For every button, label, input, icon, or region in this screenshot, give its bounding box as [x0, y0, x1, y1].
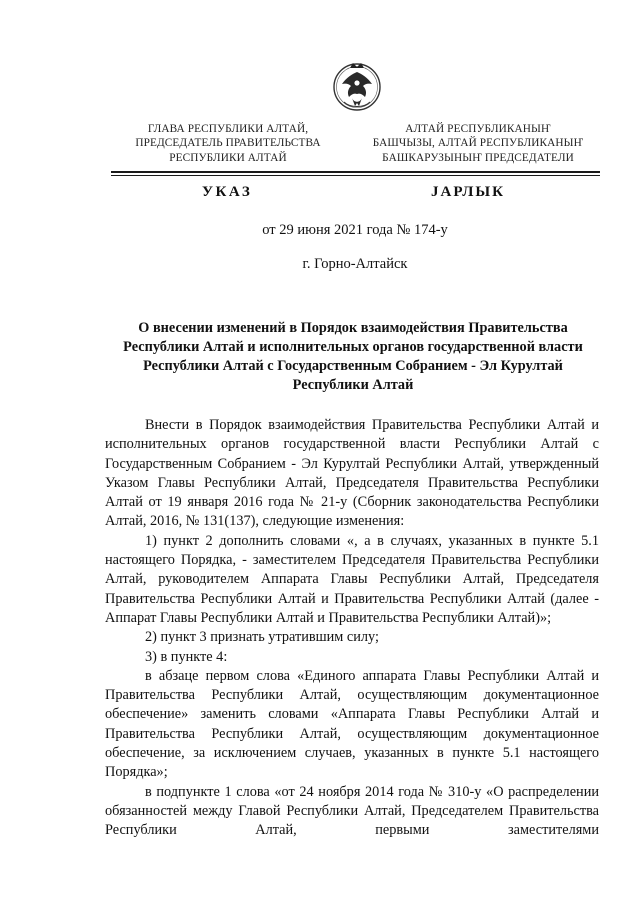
- doc-type-ukaz: УКАЗ: [202, 184, 253, 200]
- body-paragraph: в подпункте 1 слова «от 24 ноября 2014 года № 310-у «О распределении обязанностей между Главой Республики Алтай, Председателем Правительства Республики Алтай, первыми заместителями: [105, 783, 599, 839]
- header-left-line: РЕСПУБЛИКИ АЛТАЙ: [169, 151, 287, 164]
- document-body: [105, 416, 599, 841]
- header-left-line: ГЛАВА РЕСПУБЛИКИ АЛТАЙ,: [147, 123, 309, 135]
- header-right-line: АЛТАЙ РЕСПУБЛИКАНЫҤ: [405, 123, 551, 135]
- header-divider-thin: [111, 175, 600, 176]
- coat-of-arms-icon: [332, 56, 382, 118]
- header-right-line: БАШЧЫЗЫ, АЛТАЙ РЕСПУБЛИКАНЫҤ: [372, 137, 584, 150]
- body-paragraph: 3) в пункте 4:: [145, 648, 228, 665]
- document-title: О внесении изменений в Порядок взаимодействия Правительства Республики Алтай и исполнительных органов государственной власти Республики Алтай с Государственным Собранием - Эл Курултай Республики Алтай: [123, 320, 583, 393]
- document-city: г. Горно-Алтайск: [302, 256, 408, 272]
- header-left-block: [118, 122, 338, 165]
- body-paragraph: в абзаце первом слова «Единого аппарата Главы Республики Алтай и Правительства Республики Алтай, осуществляющим документационное обеспечение» заменить словами «Аппарата Главы Республики Алтай и Правительства Республики Алтай, осуществляющим документационное обеспечение, за исключением случаев, указанных в пункте 5.1 настоящего Порядка»;: [105, 667, 599, 781]
- body-paragraph: 2) пункт 3 признать утратившим силу;: [145, 629, 379, 646]
- header-right-block: [352, 122, 604, 165]
- header-divider-thick: [111, 171, 600, 173]
- header-right-line: БАШКАРУЗЫНЫҤ ПРЕДСЕДАТЕЛИ: [382, 151, 574, 164]
- document-date: от 29 июня 2021 года № 174-у: [262, 222, 448, 238]
- doc-type-jarlyk: ЈАРЛЫК: [431, 184, 506, 200]
- body-paragraph: Внести в Порядок взаимодействия Правительства Республики Алтай и исполнительных органов государственной власти Республики Алтай с Государственным Собранием - Эл Курултай Республики Алтай, утвержденный Указом Главы Республики Алтай, Председателя Правительства Республики Алтай от 19 января 2016 года № 21-у (Сборник законодательства Республики Алтай, 2016, № 131(137), следующие изменения:: [105, 417, 599, 530]
- header-left-line: ПРЕДСЕДАТЕЛЬ ПРАВИТЕЛЬСТВА: [135, 137, 321, 150]
- body-paragraph: 1) пункт 2 дополнить словами «, а в случаях, указанных в пункте 5.1 настоящего Порядка, - заместителем Председателя Правительства Республики Алтай, руководителем Аппарата Главы Республики Алтай, Председателя Правительства Республики Алтай и Правительства Республики Алтай (далее - Аппарат Главы Республики Алтай и Правительства Республики Алтай)»;: [105, 532, 599, 626]
